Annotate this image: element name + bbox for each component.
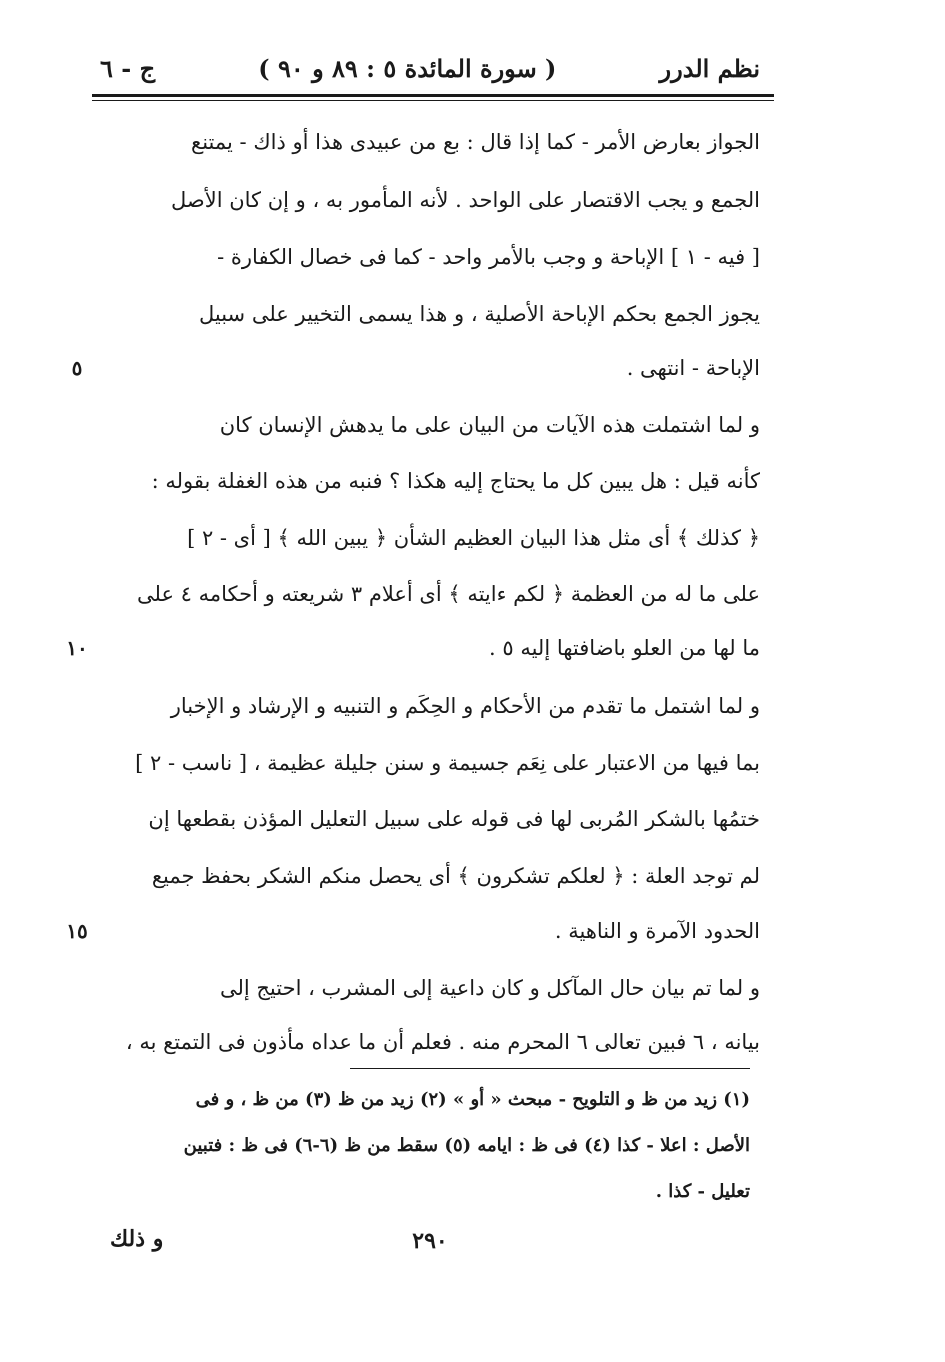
line-number: ١٠	[66, 636, 88, 660]
header-rule-thick	[92, 94, 774, 97]
text-line: الحدود الآمرة و الناهية . ١٥	[100, 907, 760, 955]
text-line: كأنه قيل : هل يبين كل ما يحتاج إليه هكذا ؟ فنبه من هذه الغفلة بقوله :	[151, 469, 760, 493]
line-number: ١٥	[66, 919, 88, 943]
text-line: بيانه ، ٦ فبين تعالى ٦ المحرم منه . فعلم أن ما عداه مأذون فى التمتع به ،	[125, 1030, 760, 1054]
book-title: نظم الدرر	[659, 53, 760, 83]
footnote-line: الأصل : اعلا - كذا (٤) فى ظ : ايامه (٥) سقط من ظ (٦-٦) فى ظ : فتبين	[183, 1135, 750, 1156]
text-line: الجمع و يجب الاقتصار على الواحد . لأنه المأمور به ، و إن كان الأصل	[171, 188, 760, 212]
text-line: و لما اشتمل ما تقدم من الأحكام و الحِكَم و التنبيه و الإرشاد و الإخبار	[170, 694, 760, 718]
line-number: ٥	[71, 356, 83, 380]
catchword: و ذلك	[110, 1226, 164, 1252]
text-line: لم توجد العلة : ﴿ لعلكم تشكرون ﴾ أى يحصل منكم الشكر بحفظ جميع	[151, 864, 760, 888]
volume-number: ج - ٦	[100, 53, 156, 83]
text-line: على ما له من العظمة ﴿ لكم ءايته ﴾ أى أعلام ٣ شريعته و أحكامه ٤ على	[137, 582, 760, 606]
text-line: و لما اشتملت هذه الآيات من البيان على ما يدهش الإنسان كان	[219, 413, 760, 437]
text-line: ما لها من العلو باضافتها إليه ٥ . ١٠	[100, 624, 760, 672]
header-rule-thin	[92, 100, 774, 101]
running-header	[100, 48, 760, 88]
text-line: الإباحة - انتهى . ٥	[100, 344, 760, 392]
footnote-rule	[350, 1068, 750, 1069]
text-line: بما فيها من الاعتبار على نِعَم جسيمة و سنن جليلة عظيمة ، [ ناسب - ٢ ]	[135, 751, 760, 775]
text-line: الجواز بعارض الأمر - كما إذا قال : بع من عبيدى هذا أو ذاك - يمتنع	[191, 130, 760, 154]
footnote-line: (١) زيد من ظ و التلويح - مبحث « أو » (٢) زيد من ظ (٣) من ظ ، و فى	[195, 1089, 750, 1110]
surah-reference: ( سورة المائدة ٥ : ٨٩ و ٩٠ )	[258, 53, 557, 83]
page-number: ٢٩٠	[412, 1228, 448, 1254]
text-line: [ فيه - ١ ] الإباحة و وجب بالأمر واحد - كما فى خصال الكفارة -	[217, 245, 760, 269]
text-line: ﴿ كذلك ﴾ أى مثل هذا البيان العظيم الشأن ﴿ يبين الله ﴾ [ أى - ٢ ]	[187, 526, 760, 550]
text-line: و لما تم بيان حال المآكل و كان داعية إلى المشرب ، احتيج إلى	[219, 976, 760, 1000]
text-line: ختمُها بالشكر المُربى لها فى قوله على سبيل التعليل المؤذن بقطعها إن	[148, 807, 760, 831]
footnote-line: تعليل - كذا .	[655, 1181, 750, 1202]
text-line: يجوز الجمع بحكم الإباحة الأصلية ، و هذا يسمى التخيير على سبيل	[198, 302, 760, 326]
